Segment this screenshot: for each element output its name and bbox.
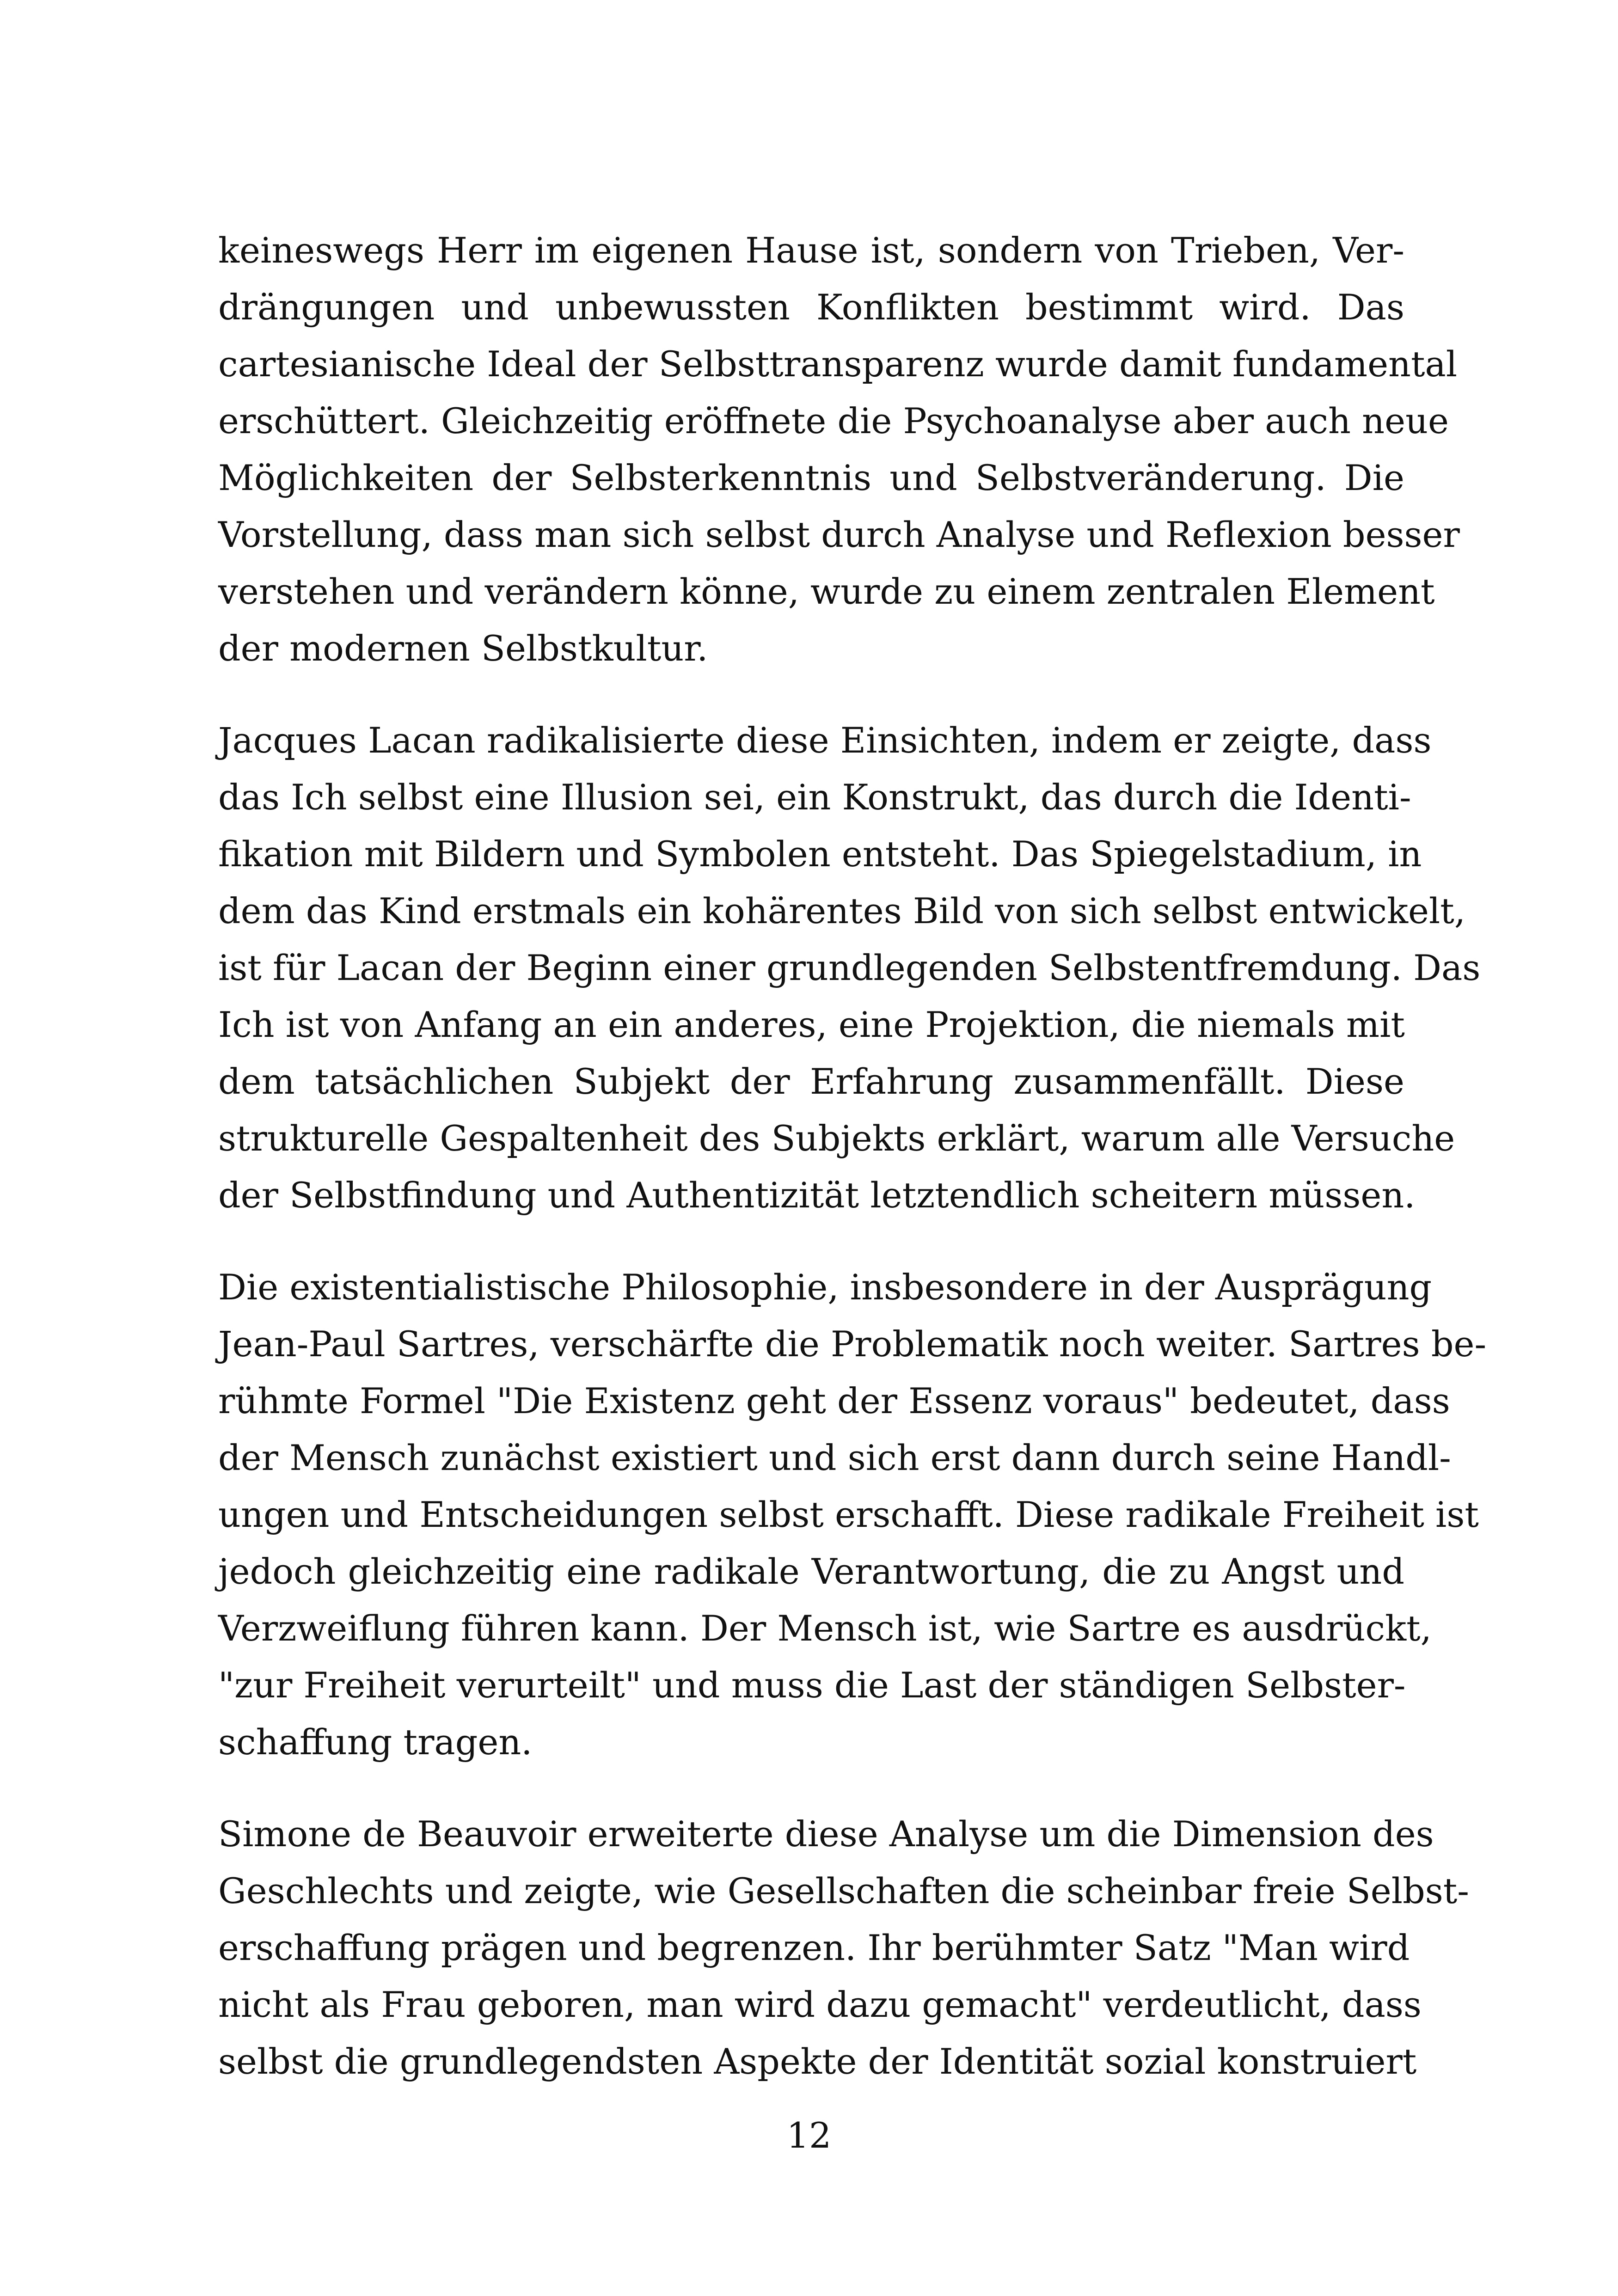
paragraph-sartre bbox=[218, 1259, 1487, 1770]
text-line: drängungen und unbewussten Konflikten bestimmt wird. Das bbox=[218, 287, 1404, 328]
text-line: verstehen und verändern könne, wurde zu einem zentralen Element bbox=[218, 571, 1435, 612]
text-line: dem das Kind erstmals ein kohärentes Bild von sich selbst entwickelt, bbox=[218, 890, 1465, 931]
text-line: der Mensch zunächst existiert und sich erst dann durch seine Handl- bbox=[218, 1437, 1451, 1478]
paragraph-beauvoir bbox=[218, 1806, 1469, 2090]
text-line: Geschlechts und zeigte, wie Gesellschaften die scheinbar freie Selbst- bbox=[218, 1870, 1469, 1911]
text-line: rühmte Formel "Die Existenz geht der Essenz voraus" bedeutet, dass bbox=[218, 1380, 1450, 1421]
paragraph-lacan bbox=[218, 712, 1481, 1224]
text-line: schaffung tragen. bbox=[218, 1721, 533, 1763]
text-line: Jacques Lacan radikalisierte diese Einsichten, indem er zeigte, dass bbox=[218, 720, 1432, 761]
text-line: Jean-Paul Sartres, verschärfte die Problematik noch weiter. Sartres be- bbox=[218, 1323, 1487, 1365]
text-line: cartesianische Ideal der Selbsttransparenz wurde damit fundamental bbox=[218, 343, 1458, 385]
text-line: Die existentialistische Philosophie, insbesondere in der Ausprägung bbox=[218, 1267, 1432, 1308]
text-line: Ich ist von Anfang an ein anderes, eine Projektion, die niemals mit bbox=[218, 1004, 1405, 1045]
text-line: erschüttert. Gleichzeitig eröffnete die Psychoanalyse aber auch neue bbox=[218, 400, 1449, 441]
text-line: jedoch gleichzeitig eine radikale Verantwortung, die zu Angst und bbox=[218, 1551, 1404, 1592]
text-line: das Ich selbst eine Illusion sei, ein Konstrukt, das durch die Identi- bbox=[218, 777, 1411, 818]
text-line: Verzweiflung führen kann. Der Mensch ist, wie Sartre es ausdrückt, bbox=[218, 1608, 1432, 1649]
text-line: ungen und Entscheidungen selbst erschafft. Diese radikale Freiheit ist bbox=[218, 1494, 1479, 1535]
text-line: "zur Freiheit verurteilt" und muss die Last der ständigen Selbster- bbox=[218, 1665, 1406, 1706]
paragraph-freud bbox=[218, 222, 1460, 677]
text-line: Simone de Beauvoir erweiterte diese Analyse um die Dimension des bbox=[218, 1813, 1434, 1855]
text-line: keineswegs Herr im eigenen Hause ist, sondern von Trieben, Ver- bbox=[218, 230, 1404, 271]
text-line: der Selbstfindung und Authentizität letztendlich scheitern müssen. bbox=[218, 1175, 1416, 1216]
text-line: Vorstellung, dass man sich selbst durch Analyse und Reflexion besser bbox=[218, 514, 1460, 555]
page-number: 12 bbox=[786, 2115, 832, 2156]
text-line: selbst die grundlegendsten Aspekte der Identität sozial konstruiert bbox=[218, 2041, 1417, 2082]
text-line: nicht als Frau geboren, man wird dazu gemacht" verdeutlicht, dass bbox=[218, 1984, 1422, 2025]
body-text bbox=[218, 222, 1487, 2090]
text-line: fikation mit Bildern und Symbolen entsteht. Das Spiegelstadium, in bbox=[218, 833, 1422, 875]
text-line: strukturelle Gespaltenheit des Subjekts erklärt, warum alle Versuche bbox=[218, 1118, 1455, 1159]
text-line: erschaffung prägen und begrenzen. Ihr berühmter Satz "Man wird bbox=[218, 1927, 1410, 1968]
text-line: der modernen Selbstkultur. bbox=[218, 628, 708, 669]
text-line: ist für Lacan der Beginn einer grundlegenden Selbstentfremdung. Das bbox=[218, 947, 1481, 988]
text-line: dem tatsächlichen Subjekt der Erfahrung zusammenfällt. Diese bbox=[218, 1061, 1404, 1102]
text-line: Möglichkeiten der Selbsterkenntnis und Selbstveränderung. Die bbox=[218, 457, 1404, 498]
